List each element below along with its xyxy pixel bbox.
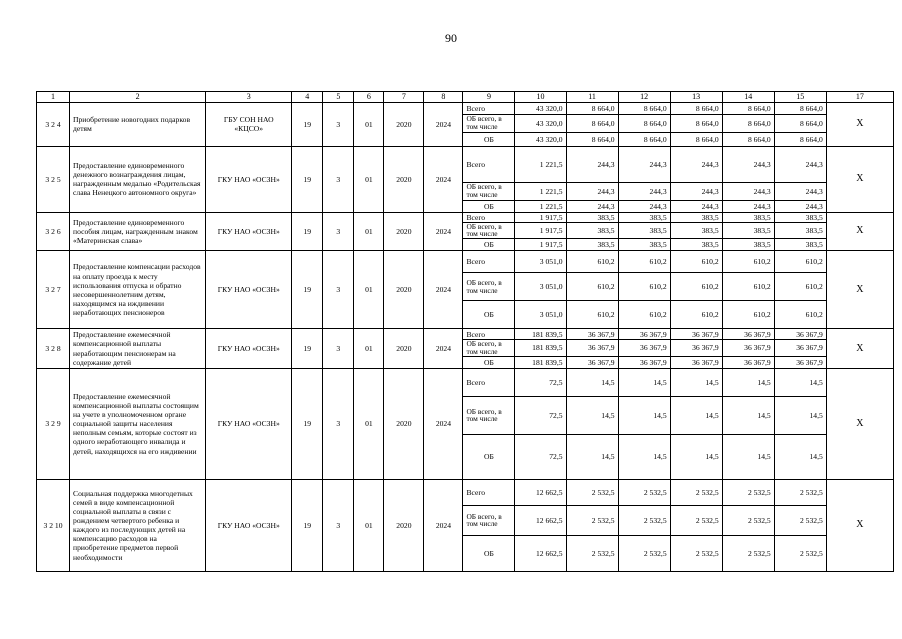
end-year: 2024 [424,251,463,329]
year-amount: 244,3 [566,182,618,200]
executor: ГКУ НАО «ОСЗН» [206,479,292,571]
total-amount: 3 051,0 [515,301,566,329]
total-amount: 43 320,0 [515,132,566,146]
year-amount: 2 532,5 [722,505,774,535]
year-amount: 244,3 [670,146,722,182]
funding-source: Всего [463,368,515,396]
year-amount: 36 367,9 [618,340,670,357]
year-amount: 14,5 [670,434,722,479]
column-number-row [37,92,894,103]
end-year: 2024 [424,329,463,369]
start-year: 2020 [384,146,424,212]
year-amount: 36 367,9 [618,329,670,340]
total-amount: 1 221,5 [515,146,566,182]
funding-source: Всего [463,146,515,182]
table-row [37,329,894,340]
page-number: 90 [445,31,457,45]
year-amount: 2 532,5 [618,535,670,571]
code-col-4: 19 [292,146,323,212]
column-header: 12 [618,92,670,103]
year-amount: 610,2 [618,273,670,301]
year-amount: 610,2 [722,251,774,273]
column-header: 1 [37,92,70,103]
year-amount: 244,3 [722,200,774,212]
table-row [37,479,894,505]
year-amount: 383,5 [566,212,618,222]
total-amount: 12 662,5 [515,479,566,505]
executor: ГБУ СОН НАО «КЦСО» [206,102,292,146]
item-number: 3 2 10 [37,479,70,571]
year-amount: 14,5 [618,368,670,396]
year-amount: 2 532,5 [774,535,826,571]
funding-source: ОБ всего, в том числе [463,396,515,434]
code-col-5: 3 [323,329,354,369]
item-number: 3 2 9 [37,368,70,479]
year-amount: 383,5 [774,212,826,222]
year-amount: 36 367,9 [618,356,670,368]
year-amount: 610,2 [618,301,670,329]
total-amount: 12 662,5 [515,535,566,571]
year-amount: 36 367,9 [774,340,826,357]
not-applicable-mark: X [826,479,893,571]
year-amount: 383,5 [722,222,774,239]
executor: ГКУ НАО «ОСЗН» [206,212,292,251]
code-col-6: 01 [354,146,384,212]
code-col-6: 01 [354,329,384,369]
year-amount: 8 664,0 [618,114,670,132]
funding-source: ОБ [463,535,515,571]
year-amount: 36 367,9 [566,340,618,357]
year-amount: 244,3 [774,182,826,200]
total-amount: 1 221,5 [515,200,566,212]
column-header: 2 [70,92,206,103]
end-year: 2024 [424,212,463,251]
item-number: 3 2 5 [37,146,70,212]
year-amount: 14,5 [722,396,774,434]
column-header: 4 [292,92,323,103]
not-applicable-mark: X [826,212,893,251]
year-amount: 36 367,9 [566,329,618,340]
year-amount: 610,2 [670,251,722,273]
year-amount: 8 664,0 [722,132,774,146]
total-amount: 1 917,5 [515,212,566,222]
year-amount: 610,2 [618,251,670,273]
year-amount: 14,5 [774,434,826,479]
year-amount: 244,3 [670,182,722,200]
code-col-5: 3 [323,479,354,571]
item-number: 3 2 4 [37,102,70,146]
year-amount: 244,3 [774,146,826,182]
item-description: Предоставление ежемесячной компенсационной выплаты неработающим пенсионерам на содержание детей [70,329,206,369]
total-amount: 72,5 [515,368,566,396]
year-amount: 8 664,0 [566,102,618,114]
funding-source: Всего [463,329,515,340]
start-year: 2020 [384,479,424,571]
year-amount: 383,5 [722,239,774,251]
item-description: Приобретение новогодних подарков детям [70,102,206,146]
year-amount: 8 664,0 [618,102,670,114]
funding-source: ОБ всего, в том числе [463,340,515,357]
year-amount: 2 532,5 [774,505,826,535]
year-amount: 2 532,5 [774,479,826,505]
item-number: 3 2 6 [37,212,70,251]
end-year: 2024 [424,368,463,479]
not-applicable-mark: X [826,329,893,369]
code-col-4: 19 [292,368,323,479]
total-amount: 12 662,5 [515,505,566,535]
year-amount: 610,2 [566,301,618,329]
table-row [37,102,894,114]
year-amount: 14,5 [566,368,618,396]
funding-source: ОБ всего, в том числе [463,182,515,200]
code-col-4: 19 [292,102,323,146]
year-amount: 244,3 [618,182,670,200]
year-amount: 610,2 [670,273,722,301]
funding-source: ОБ [463,239,515,251]
year-amount: 2 532,5 [722,479,774,505]
code-col-4: 19 [292,329,323,369]
column-header: 8 [424,92,463,103]
code-col-5: 3 [323,212,354,251]
year-amount: 14,5 [670,368,722,396]
year-amount: 14,5 [722,368,774,396]
total-amount: 43 320,0 [515,114,566,132]
total-amount: 181 839,5 [515,356,566,368]
table-row [37,251,894,273]
column-header: 6 [354,92,384,103]
column-header: 17 [826,92,893,103]
total-amount: 43 320,0 [515,102,566,114]
year-amount: 244,3 [722,146,774,182]
total-amount: 1 917,5 [515,222,566,239]
column-header: 3 [206,92,292,103]
year-amount: 8 664,0 [774,102,826,114]
year-amount: 2 532,5 [618,479,670,505]
total-amount: 181 839,5 [515,329,566,340]
start-year: 2020 [384,368,424,479]
total-amount: 3 051,0 [515,251,566,273]
funding-source: ОБ всего, в том числе [463,505,515,535]
year-amount: 8 664,0 [670,102,722,114]
year-amount: 244,3 [566,146,618,182]
start-year: 2020 [384,102,424,146]
code-col-4: 19 [292,479,323,571]
column-header: 9 [463,92,515,103]
year-amount: 36 367,9 [566,356,618,368]
code-col-5: 3 [323,102,354,146]
year-amount: 2 532,5 [670,505,722,535]
funding-source: ОБ [463,200,515,212]
item-number: 3 2 8 [37,329,70,369]
year-amount: 2 532,5 [722,535,774,571]
executor: ГКУ НАО «ОСЗН» [206,329,292,369]
year-amount: 14,5 [618,396,670,434]
year-amount: 383,5 [618,239,670,251]
year-amount: 14,5 [618,434,670,479]
code-col-5: 3 [323,368,354,479]
year-amount: 2 532,5 [566,505,618,535]
year-amount: 8 664,0 [774,114,826,132]
year-amount: 8 664,0 [566,132,618,146]
year-amount: 383,5 [566,222,618,239]
year-amount: 14,5 [774,396,826,434]
year-amount: 610,2 [774,301,826,329]
year-amount: 383,5 [722,212,774,222]
year-amount: 8 664,0 [722,114,774,132]
table-row [37,146,894,182]
year-amount: 2 532,5 [670,479,722,505]
year-amount: 610,2 [566,273,618,301]
year-amount: 610,2 [670,301,722,329]
funding-source: ОБ [463,434,515,479]
year-amount: 36 367,9 [722,340,774,357]
column-header: 14 [722,92,774,103]
column-header: 5 [323,92,354,103]
year-amount: 244,3 [670,200,722,212]
year-amount: 244,3 [618,200,670,212]
year-amount: 244,3 [566,200,618,212]
not-applicable-mark: X [826,102,893,146]
end-year: 2024 [424,102,463,146]
year-amount: 383,5 [670,239,722,251]
column-header: 15 [774,92,826,103]
funding-source: Всего [463,479,515,505]
total-amount: 1 917,5 [515,239,566,251]
funding-source: ОБ [463,132,515,146]
year-amount: 2 532,5 [566,535,618,571]
item-description: Предоставление компенсации расходов на оплату проезда к месту использования отпуска и обратно несовершеннолетним детям, находящимся на иждивении неработающих пенсионеров [70,251,206,329]
year-amount: 610,2 [774,251,826,273]
year-amount: 8 664,0 [774,132,826,146]
total-amount: 72,5 [515,396,566,434]
year-amount: 383,5 [670,212,722,222]
year-amount: 8 664,0 [722,102,774,114]
year-amount: 2 532,5 [670,535,722,571]
year-amount: 383,5 [618,222,670,239]
year-amount: 244,3 [722,182,774,200]
funding-source: ОБ всего, в том числе [463,222,515,239]
not-applicable-mark: X [826,368,893,479]
table-row [37,212,894,222]
code-col-5: 3 [323,251,354,329]
executor: ГКУ НАО «ОСЗН» [206,146,292,212]
year-amount: 610,2 [722,301,774,329]
code-col-5: 3 [323,146,354,212]
item-description: Предоставление единовременного пособия лицам, награжденным знаком «Материнская слава» [70,212,206,251]
not-applicable-mark: X [826,146,893,212]
funding-source: ОБ всего, в том числе [463,273,515,301]
year-amount: 383,5 [618,212,670,222]
column-header: 7 [384,92,424,103]
budget-table [36,91,894,572]
year-amount: 383,5 [774,222,826,239]
code-col-6: 01 [354,102,384,146]
code-col-6: 01 [354,212,384,251]
column-header: 11 [566,92,618,103]
year-amount: 2 532,5 [566,479,618,505]
funding-source: Всего [463,102,515,114]
year-amount: 36 367,9 [670,329,722,340]
year-amount: 36 367,9 [670,356,722,368]
year-amount: 36 367,9 [774,329,826,340]
year-amount: 36 367,9 [722,356,774,368]
year-amount: 14,5 [566,396,618,434]
table-row [37,368,894,396]
year-amount: 383,5 [670,222,722,239]
year-amount: 610,2 [722,273,774,301]
funding-source: ОБ [463,356,515,368]
code-col-4: 19 [292,212,323,251]
end-year: 2024 [424,146,463,212]
year-amount: 14,5 [774,368,826,396]
end-year: 2024 [424,479,463,571]
funding-source: Всего [463,212,515,222]
total-amount: 1 221,5 [515,182,566,200]
year-amount: 8 664,0 [670,132,722,146]
code-col-4: 19 [292,251,323,329]
item-description: Социальная поддержка многодетных семей в виде компенсационной социальной выплаты в связи с рождением четвертого ребенка и каждого из последующих детей на компенсацию расходов на приобретение предметов первой необходимости [70,479,206,571]
total-amount: 181 839,5 [515,340,566,357]
year-amount: 14,5 [722,434,774,479]
not-applicable-mark: X [826,251,893,329]
code-col-6: 01 [354,251,384,329]
year-amount: 8 664,0 [618,132,670,146]
year-amount: 383,5 [774,239,826,251]
year-amount: 14,5 [566,434,618,479]
funding-source: Всего [463,251,515,273]
start-year: 2020 [384,212,424,251]
total-amount: 72,5 [515,434,566,479]
column-header: 10 [515,92,566,103]
year-amount: 610,2 [566,251,618,273]
code-col-6: 01 [354,479,384,571]
year-amount: 36 367,9 [774,356,826,368]
funding-source: ОБ [463,301,515,329]
year-amount: 8 664,0 [670,114,722,132]
start-year: 2020 [384,329,424,369]
column-header: 13 [670,92,722,103]
item-description: Предоставление единовременного денежного вознаграждения лицам, награжденным медалью «Родительская слава Ненецкого автономного округа» [70,146,206,212]
year-amount: 244,3 [618,146,670,182]
year-amount: 14,5 [670,396,722,434]
year-amount: 36 367,9 [670,340,722,357]
code-col-6: 01 [354,368,384,479]
year-amount: 8 664,0 [566,114,618,132]
year-amount: 383,5 [566,239,618,251]
year-amount: 2 532,5 [618,505,670,535]
executor: ГКУ НАО «ОСЗН» [206,251,292,329]
year-amount: 36 367,9 [722,329,774,340]
start-year: 2020 [384,251,424,329]
total-amount: 3 051,0 [515,273,566,301]
item-number: 3 2 7 [37,251,70,329]
item-description: Предоставление ежемесячной компенсационной выплаты состоящим на учете в уполномоченном органе социальной защиты населения неполным семьям, которые состоят из одного неработающего инвалида и детей, находящихся на его иждивении [70,368,206,479]
funding-source: ОБ всего, в том числе [463,114,515,132]
year-amount: 244,3 [774,200,826,212]
year-amount: 610,2 [774,273,826,301]
executor: ГКУ НАО «ОСЗН» [206,368,292,479]
